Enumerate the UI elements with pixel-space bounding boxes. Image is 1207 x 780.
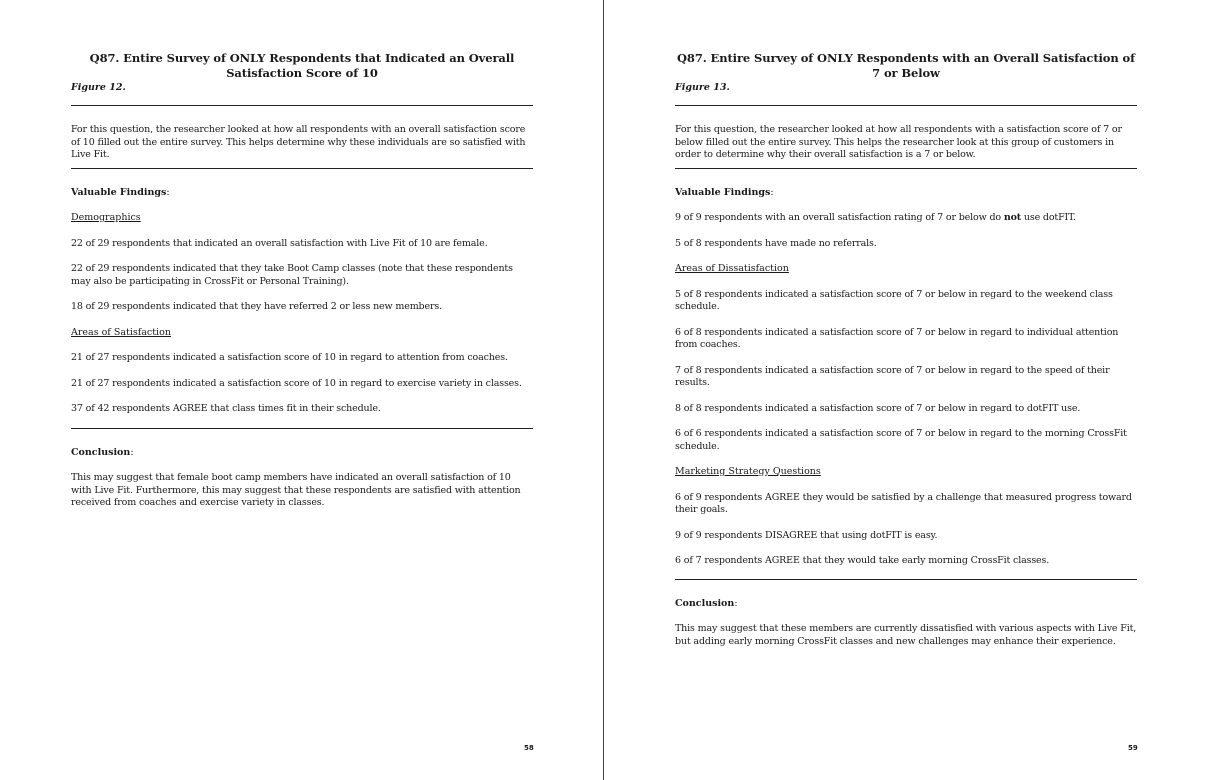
right-conclusion-label: Conclusion: <box>675 597 738 609</box>
right-title-rule <box>675 105 1137 106</box>
left-figure-caption: Figure 12. <box>71 82 126 93</box>
right-marketing-item: 6 of 7 respondents AGREE that they would take early morning CrossFit classes. <box>675 555 1050 566</box>
left-title: Q87. Entire Survey of ONLY Respondents that Indicated an Overall Satisfaction Score of 10 <box>89 51 515 80</box>
right-findings-label: Valuable Findings: <box>675 186 774 198</box>
left-findings-label: Valuable Findings: <box>71 186 170 198</box>
left-conclusion: This may suggest that female boot camp members have indicated an overall satisfaction of 10 with Live Fit. Furthermore, this may suggest that these respondents are satisfied with attention received from coaches and exercise variety in classes. <box>71 472 521 508</box>
right-dissatisfaction-item: 5 of 8 respondents indicated a satisfaction score of 7 or below in regard to the weekend class schedule. <box>675 288 1113 312</box>
right-marketing-heading: Marketing Strategy Questions <box>675 466 821 477</box>
right-finding-dotfit-end: use dotFIT. <box>1021 212 1076 223</box>
left-intro-rule <box>71 168 533 169</box>
right-finding-dotfit-emphasis: not <box>1003 212 1021 223</box>
right-conclusion-label-text: Conclusion <box>675 597 735 609</box>
left-findings-rule <box>71 428 533 429</box>
left-page-content <box>71 51 533 510</box>
right-intro: For this question, the researcher looked at how all respondents with a satisfaction score of 7 or below filled out the entire survey. This helps the researcher look at this group of customers in order to determine why their overall satisfaction is a 7 or below. <box>675 124 1122 160</box>
right-findings-rule <box>675 579 1137 580</box>
left-page-number: 58 <box>524 744 534 752</box>
right-dissatisfaction-heading: Areas of Dissatisfaction <box>675 263 789 274</box>
right-dissatisfaction-item: 8 of 8 respondents indicated a satisfaction score of 7 or below in regard to dotFIT use. <box>675 402 1081 414</box>
right-dissatisfaction-item: 7 of 8 respondents indicated a satisfaction score of 7 or below in regard to the speed of their results. <box>675 364 1110 388</box>
left-satisfaction-item: 21 of 27 respondents indicated a satisfaction score of 10 in regard to attention from coaches. <box>71 352 508 363</box>
right-page <box>605 0 1207 780</box>
left-intro: For this question, the researcher looked at how all respondents with an overall satisfaction score of 10 filled out the entire survey. This helps determine why these individuals are so satisfied with Live Fit. <box>71 124 526 160</box>
left-satisfaction-heading: Areas of Satisfaction <box>71 326 171 338</box>
right-page-content <box>675 51 1137 648</box>
right-dissatisfaction-item: 6 of 8 respondents indicated a satisfaction score of 7 or below in regard to individual attention from coaches. <box>675 326 1119 350</box>
left-conclusion-label: Conclusion: <box>71 446 134 458</box>
left-page <box>0 0 603 780</box>
right-finding-referrals: 5 of 8 respondents have made no referrals. <box>675 237 877 249</box>
right-marketing-item: 6 of 9 respondents AGREE they would be satisfied by a challenge that measured progress toward their goals. <box>675 491 1132 515</box>
right-finding-dotfit <box>675 212 1137 225</box>
right-finding-dotfit-start: 9 of 9 respondents with an overall satisfaction rating of 7 or below do <box>675 212 1004 223</box>
left-findings-label-text: Valuable Findings <box>71 186 167 198</box>
left-satisfaction-item: 37 of 42 respondents AGREE that class times fit in their schedule. <box>71 403 381 414</box>
right-figure-caption: Figure 13. <box>675 82 730 93</box>
left-demographic-item: 22 of 29 respondents indicated that they take Boot Camp classes (note that these respondents may also be participating in CrossFit or Personal Training). <box>71 263 513 287</box>
right-title: Q87. Entire Survey of ONLY Respondents with an Overall Satisfaction of 7 or Below <box>677 51 1135 80</box>
right-findings-label-text: Valuable Findings <box>675 186 771 198</box>
page-divider <box>603 0 604 780</box>
right-dissatisfaction-item: 6 of 6 respondents indicated a satisfaction score of 7 or below in regard to the morning CrossFit schedule. <box>675 428 1127 452</box>
left-demographic-item: 18 of 29 respondents indicated that they have referred 2 or less new members. <box>71 301 442 312</box>
right-conclusion: This may suggest that these members are currently dissatisfied with various aspects with Live Fit, but adding early morning CrossFit classes and new challenges may enhance their experience. <box>675 623 1137 647</box>
left-demographics-heading: Demographics <box>71 212 141 223</box>
left-conclusion-label-text: Conclusion <box>71 446 131 458</box>
right-marketing-item: 9 of 9 respondents DISAGREE that using dotFIT is easy. <box>675 529 938 541</box>
right-page-number: 59 <box>1128 744 1138 752</box>
left-title-rule <box>71 105 533 106</box>
left-demographic-item: 22 of 29 respondents that indicated an overall satisfaction with Live Fit of 10 are female. <box>71 237 488 249</box>
right-intro-rule <box>675 168 1137 169</box>
left-satisfaction-item: 21 of 27 respondents indicated a satisfaction score of 10 in regard to exercise variety in classes. <box>71 377 522 389</box>
